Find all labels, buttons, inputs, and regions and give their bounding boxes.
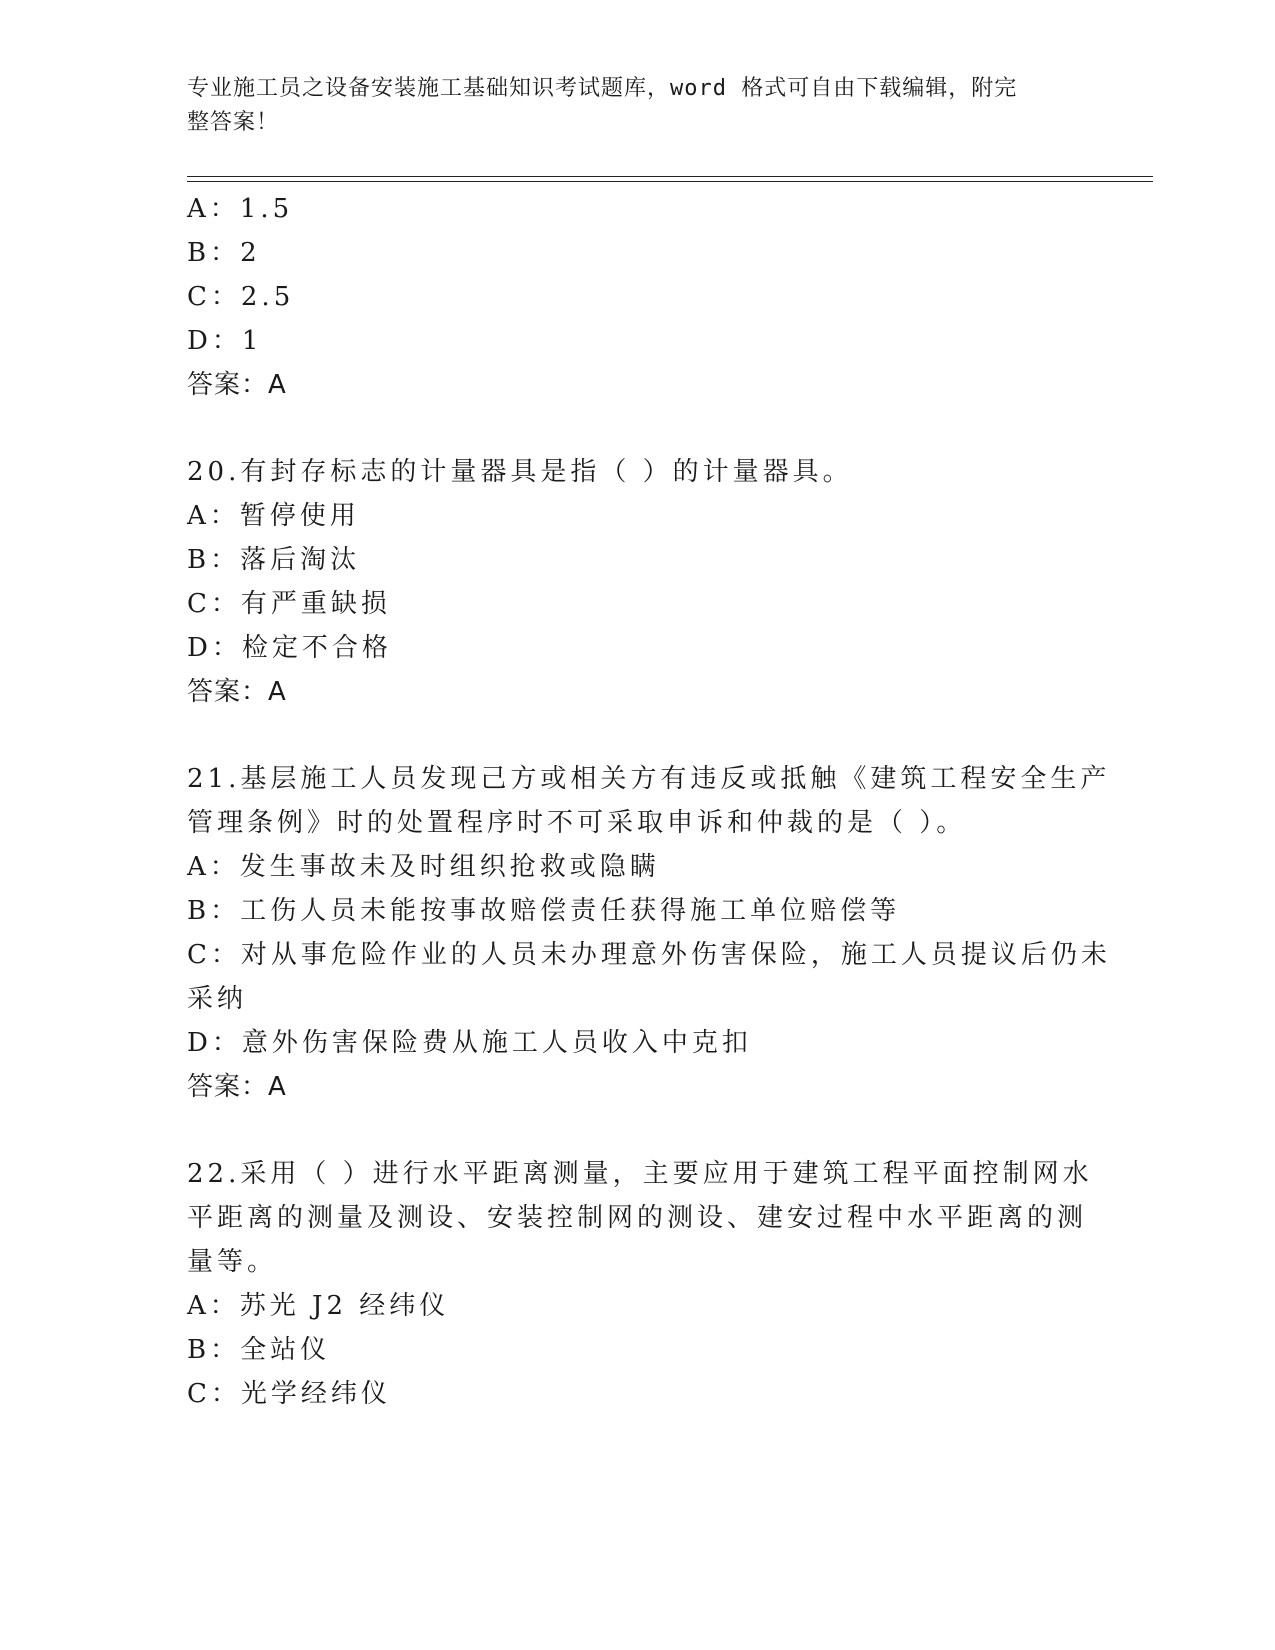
q20-option-a: A：暂停使用 [187, 501, 360, 531]
q20-option-c: C：有严重缺损 [187, 589, 391, 619]
q21-option-d: D：意外伤害保险费从施工人员收入中克扣 [187, 1028, 752, 1058]
header-rule-top [187, 176, 1153, 177]
header-title-line-1: 专业施工员之设备安装施工基础知识考试题库，word 格式可自由下载编辑，附完 [187, 76, 1018, 101]
document-header [187, 72, 1067, 140]
q19-option-a: A：1.5 [187, 194, 294, 224]
q21-stem-line-1: 21.基层施工人员发现己方或相关方有违反或抵触《建筑工程安全生产 [187, 764, 1111, 794]
q20-answer: 答案：A [187, 677, 287, 707]
q19-option-d: D：1 [187, 326, 263, 356]
q20-option-b: B：落后淘汰 [187, 545, 361, 575]
q22-stem-line-2: 平距离的测量及测设、安装控制网的测设、建安过程中水平距离的测 [187, 1203, 1088, 1233]
q21-stem-line-2: 管理条例》时的处置程序时不可采取申诉和仲裁的是（ ）。 [187, 808, 967, 838]
q21-option-b: B：工伤人员未能按事故赔偿责任获得施工单位赔偿等 [187, 896, 901, 926]
header-rule-bottom [187, 181, 1153, 182]
q20-option-d: D：检定不合格 [187, 633, 392, 663]
q22-stem-line-3: 量等。 [187, 1247, 278, 1277]
q19-option-b: B：2 [187, 238, 261, 268]
q19-option-c: C：2.5 [187, 282, 295, 312]
q21-option-c-line-1: C：对从事危险作业的人员未办理意外伤害保险，施工人员提议后仍未 [187, 940, 1111, 970]
q20-stem: 20.有封存标志的计量器具是指（ ）的计量器具。 [187, 457, 853, 487]
q19-answer: 答案：A [187, 370, 287, 400]
q22-stem-line-1: 22.采用（ ）进行水平距离测量，主要应用于建筑工程平面控制网水 [187, 1159, 1093, 1189]
q21-option-a: A：发生事故未及时组织抢救或隐瞒 [187, 852, 660, 882]
q21-option-c-line-2: 采纳 [187, 984, 248, 1014]
q22-option-c: C：光学经纬仪 [187, 1379, 391, 1409]
header-title-line-2: 整答案！ [187, 110, 280, 135]
q22-option-a: A：苏光 J2 经纬仪 [187, 1291, 450, 1321]
q22-option-b: B：全站仪 [187, 1335, 331, 1365]
q21-answer: 答案：A [187, 1072, 287, 1102]
